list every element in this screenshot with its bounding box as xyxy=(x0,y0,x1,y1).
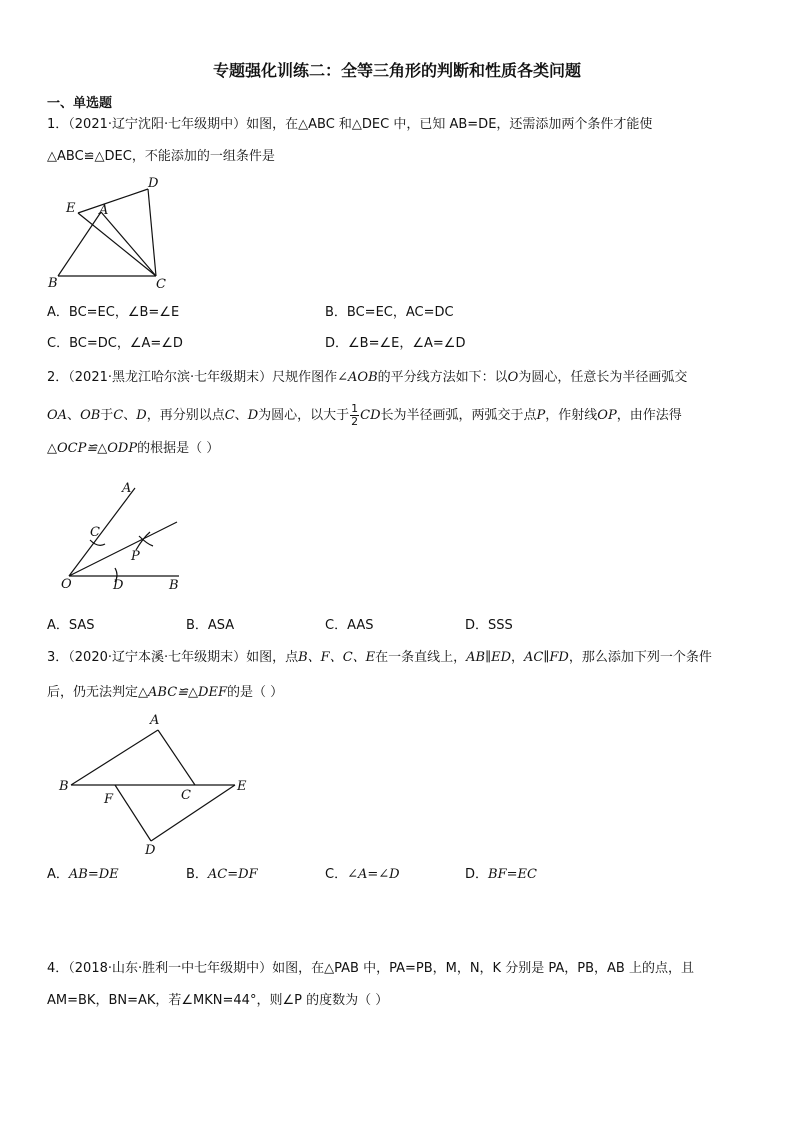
q3-label-f: F xyxy=(104,792,114,807)
q1-label-c: C xyxy=(156,277,166,292)
q3-seg-de xyxy=(151,785,235,841)
q3-seg-fd xyxy=(115,785,151,841)
q1-option-a[interactable]: A．BC=EC，∠B=∠E xyxy=(47,305,180,320)
q1-seg-ac xyxy=(101,212,156,276)
q1-seg-ed xyxy=(78,189,148,213)
q3-label-c: C xyxy=(181,788,191,803)
q3-option-d[interactable]: D．BF=EC xyxy=(465,867,537,882)
q2-label-p: P xyxy=(131,549,140,564)
q2-label-a: A xyxy=(122,481,132,496)
q2-stem-line3: △OCP≌△ODP的根据是（ ） xyxy=(47,441,220,456)
q1-option-c[interactable]: C．BC=DC，∠A=∠D xyxy=(47,336,183,351)
q3-label-b: B xyxy=(59,779,69,794)
q1-seg-dc xyxy=(148,189,156,276)
q3-seg-ab xyxy=(71,730,158,785)
q3-stem-line1: 3．（2020·辽宁本溪·七年级期末）如图，点B、F、C、E在一条直线上，AB∥ED，AC∥FD，那么添加下列一个条件 xyxy=(47,650,712,665)
q3-option-b[interactable]: B．AC=DF xyxy=(186,867,258,882)
q1-stem-line1: 1．（2021·辽宁沈阳·七年级期中）如图，在△ABC 和△DEC 中，已知 AB=DE，还需添加两个条件才能使 xyxy=(47,117,653,132)
q2-label-b: B xyxy=(169,578,179,593)
q1-stem-line2: △ABC≌△DEC，不能添加的一组条件是 xyxy=(47,149,275,164)
q2-ray-op xyxy=(69,522,177,576)
q2-option-d[interactable]: D．SSS xyxy=(465,618,513,633)
q3-figure xyxy=(55,710,260,860)
q3-label-e: E xyxy=(237,779,247,794)
q1-label-b: B xyxy=(48,276,58,291)
q1-seg-ec xyxy=(78,213,156,276)
q2-option-b[interactable]: B．ASA xyxy=(186,618,235,633)
q3-label-d: D xyxy=(145,843,156,858)
q2-option-c[interactable]: C．AAS xyxy=(325,618,374,633)
q2-stem-line2: OA、OB于C、D，再分别以点C、D为圆心，以大于 $\frac{1}{2}$ CD长为半径画弧，两弧交于点P，作射线OP，由作法得 xyxy=(47,402,682,428)
q4-stem-line2: AM=BK，BN=AK，若∠MKN=44°，则∠P 的度数为（ ） xyxy=(47,993,389,1008)
q2-option-a[interactable]: A．SAS xyxy=(47,618,95,633)
q1-label-d: D xyxy=(148,176,159,191)
section-heading: 一、单选题 xyxy=(47,96,113,111)
q3-seg-ac xyxy=(158,730,195,785)
q3-option-a[interactable]: A．AB=DE xyxy=(47,867,119,882)
q3-label-a: A xyxy=(150,713,160,728)
q1-option-b[interactable]: B．BC=EC，AC=DC xyxy=(325,305,454,320)
q2-stem-line1: 2．（2021·黑龙江哈尔滨·七年级期末）尺规作图作∠AOB的平分线方法如下：以O为圆心，任意长为半径画弧交 xyxy=(47,370,688,385)
q1-seg-ba xyxy=(58,212,101,276)
q4-stem-line1: 4．（2018·山东·胜利一中七年级期中）如图，在△PAB 中，PA=PB，M，N，K 分别是 PA，PB，AB 上的点，且 xyxy=(47,961,694,976)
q2-label-o: O xyxy=(61,577,72,592)
q2-ray-oa xyxy=(69,488,135,576)
q2-label-d: D xyxy=(113,578,124,593)
q3-stem-line2: 后，仍无法判定△ABC≌△DEF的是（ ） xyxy=(47,685,284,700)
q2-figure xyxy=(55,478,195,596)
q1-label-a: A xyxy=(99,203,109,218)
q1-label-e: E xyxy=(66,201,76,216)
q2-label-c: C xyxy=(90,525,100,540)
q2-fraction: $\frac{1}{2}$ xyxy=(351,402,359,428)
q1-option-d[interactable]: D．∠B=∠E，∠A=∠D xyxy=(325,336,466,351)
q3-option-c[interactable]: C．∠A=∠D xyxy=(325,867,400,882)
q1-figure xyxy=(40,170,180,295)
page-title: 专题强化训练二：全等三角形的判断和性质各类问题 xyxy=(212,61,581,80)
